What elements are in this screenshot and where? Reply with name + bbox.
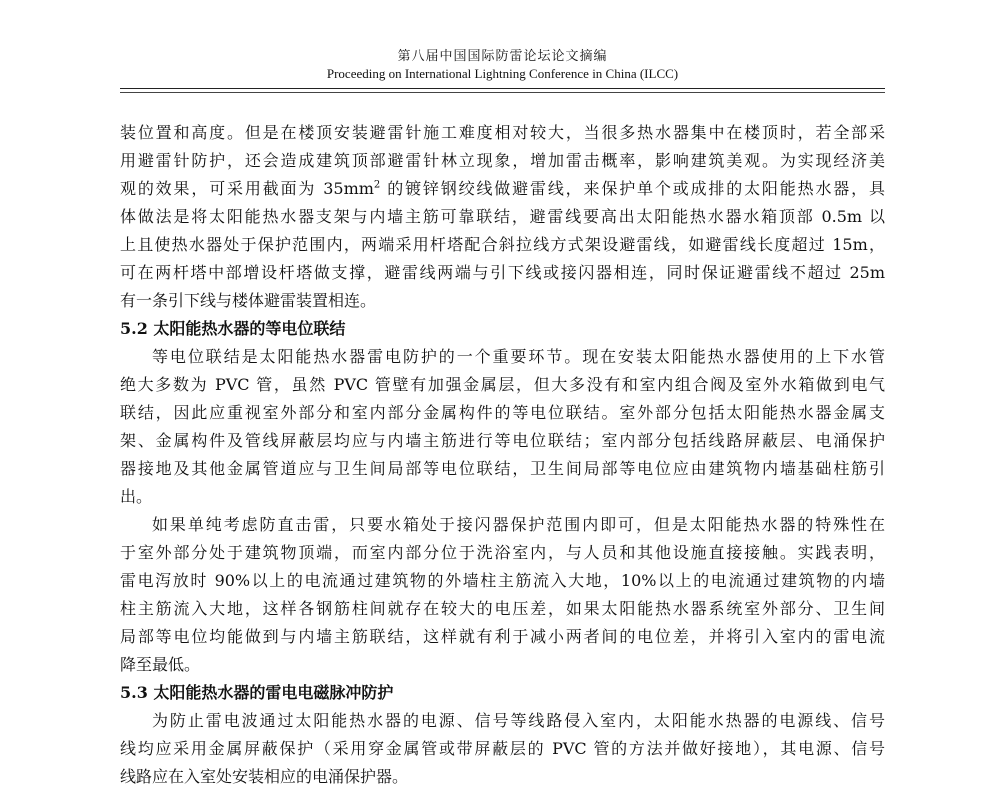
text-line: 柱主筋流入大地，这样各钢筋柱间就存在较大的电压差，如果太阳能热水器系统室外部分、卫生间 [120, 599, 885, 618]
header-title-chinese: 第八届中国国际防雷论坛论文摘编 [397, 49, 608, 64]
header-rule-thick [120, 88, 885, 89]
text-line: 雷电泻放时 90%以上的电流通过建筑物的外墙柱主筋流入大地，10%以上的电流通过建筑物的内墙 [120, 571, 885, 590]
superscript-2: 2 [373, 179, 381, 191]
text-line: 出。 [120, 487, 153, 506]
header-rule-thin [120, 92, 885, 93]
text-line: 用避雷针防护，还会造成建筑顶部避雷针林立现象，增加雷击概率，影响建筑美观。为实现经济美 [120, 151, 885, 170]
text-line: 可在两杆塔中部增设杆塔做支撑，避雷线两端与引下线或接闪器相连，同时保证避雷线不超过 25m [120, 263, 885, 282]
text-segment: 观的效果，可采用截面为 35mm [120, 179, 374, 198]
text-line: 联结，因此应重视室外部分和室内部分金属构件的等电位联结。室外部分包括太阳能热水器金属支 [120, 403, 885, 422]
text-segment: 的镀锌钢绞线做避雷线，来保护单个或成排的太阳能热水器，具 [380, 179, 885, 198]
text-line: 上且使热水器处于保护范围内，两端采用杆塔配合斜拉线方式架设避雷线，如避雷线长度超过 15m， [120, 235, 885, 254]
text-line: 于室外部分处于建筑物顶端，而室内部分位于洗浴室内，与人员和其他设施直接接触。实践表明， [120, 543, 885, 562]
text-line: 降至最低。 [120, 655, 201, 674]
text-line: 线均应采用金属屏蔽保护（采用穿金属管或带屏蔽层的 PVC 管的方法并做好接地），其电源、信号 [120, 739, 885, 758]
text-line: 如果单纯考虑防直击雷，只要水箱处于接闪器保护范围内即可，但是太阳能热水器的特殊性在 [152, 515, 885, 534]
section-heading-5-2: 5.2 太阳能热水器的等电位联结 [120, 319, 346, 338]
text-line: 等电位联结是太阳能热水器雷电防护的一个重要环节。现在安装太阳能热水器使用的上下水管 [152, 347, 885, 366]
text-line: 架、金属构件及管线屏蔽层均应与内墙主筋进行等电位联结；室内部分包括线路屏蔽层、电涌保护 [120, 431, 885, 450]
text-line: 器接地及其他金属管道应与卫生间局部等电位联结，卫生间局部等电位应由建筑物内墙基础柱筋引 [120, 459, 885, 478]
text-line [120, 175, 885, 203]
text-line: 有一条引下线与楼体避雷装置相连。 [120, 291, 377, 310]
section-heading-5-3: 5.3 太阳能热水器的雷电电磁脉冲防护 [120, 683, 394, 702]
text-line: 绝大多数为 PVC 管，虽然 PVC 管壁有加强金属层，但大多没有和室内组合阀及室外水箱做到电气 [120, 375, 885, 394]
text-line: 为防止雷电波通过太阳能热水器的电源、信号等线路侵入室内，太阳能水热器的电源线、信号 [152, 711, 885, 730]
header-title-english: Proceeding on International Lightning Conference in China (ILCC) [326, 66, 679, 81]
text-line: 线路应在入室处安装相应的电涌保护器。 [120, 767, 409, 786]
text-line: 体做法是将太阳能热水器支架与内墙主筋可靠联结，避雷线要高出太阳能热水器水箱顶部 0.5m 以 [120, 207, 885, 226]
body-text [120, 119, 885, 791]
text-line: 局部等电位均能做到与内墙主筋联结，这样就有利于减小两者间的电位差，并将引入室内的雷电流 [120, 627, 885, 646]
running-header [120, 48, 885, 82]
text-line: 装位置和高度。但是在楼顶安装避雷针施工难度相对较大，当很多热水器集中在楼顶时，若全部采 [120, 123, 885, 142]
